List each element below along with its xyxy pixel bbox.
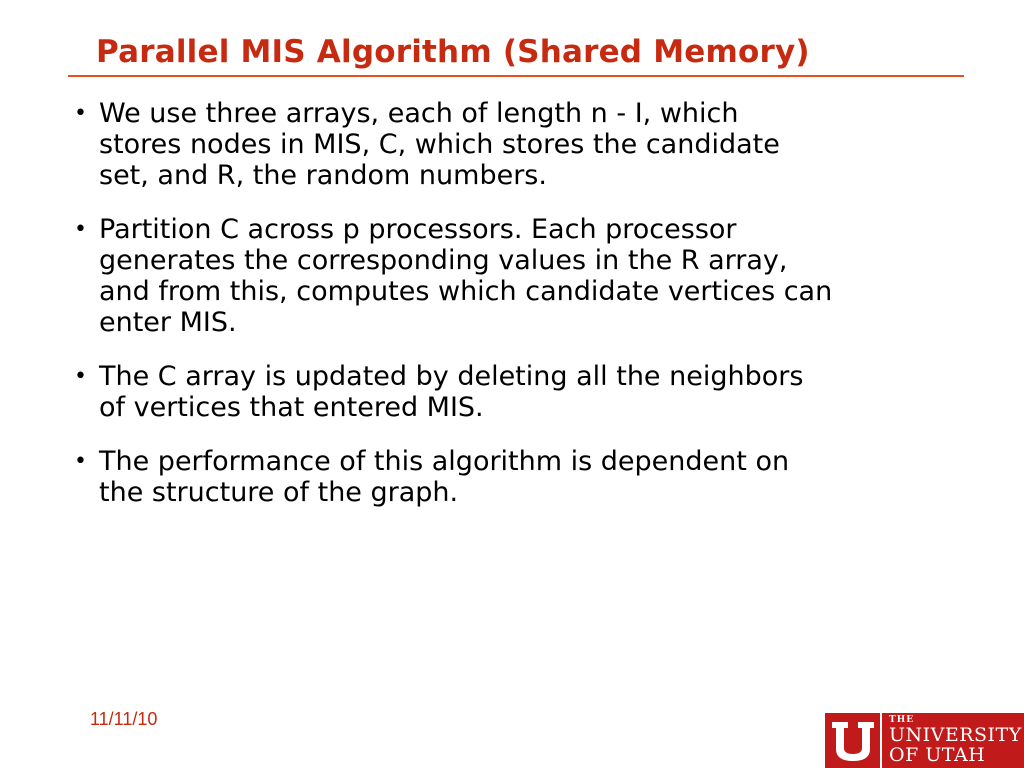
bullet-line: The performance of this algorithm is dependent on (99, 446, 790, 477)
bullet-line: the structure of the graph. (99, 477, 459, 508)
bullet-item (74, 98, 974, 191)
slide-title: Parallel MIS Algorithm (Shared Memory) (96, 34, 810, 70)
logo-the: THE (889, 715, 915, 725)
bullet-dot-icon: • (74, 364, 87, 389)
bullet-line: of vertices that entered MIS. (99, 392, 484, 423)
bullet-line: stores nodes in MIS, C, which stores the candidate (99, 129, 780, 160)
bullet-dot-icon: • (74, 449, 87, 474)
bullet-line: enter MIS. (99, 307, 237, 338)
bullet-line: Partition C across p processors. Each processor (99, 214, 737, 245)
bullet-dot-icon: • (74, 217, 87, 242)
bullet-dot-icon: • (74, 101, 87, 126)
logo-wordmark (882, 713, 1024, 768)
bullet-item (74, 214, 974, 338)
block-u-glyph (830, 718, 876, 764)
logo-university: UNIVERSITY (889, 724, 1022, 746)
bullet-line: and from this, computes which candidate vertices can (99, 276, 833, 307)
title-underline (68, 75, 964, 77)
footer-date: 11/11/10 (90, 709, 158, 729)
block-u-icon (825, 713, 882, 768)
logo-of-utah: OF UTAH (889, 744, 986, 766)
bullet-line: The C array is updated by deleting all the neighbors (99, 361, 804, 392)
bullet-list (74, 98, 974, 531)
bullet-line: generates the corresponding values in the R array, (99, 245, 788, 276)
bullet-item (74, 446, 974, 508)
bullet-line: set, and R, the random numbers. (99, 160, 547, 191)
bullet-line: We use three arrays, each of length n - I, which (99, 98, 739, 129)
university-logo (825, 713, 1024, 768)
bullet-item (74, 361, 974, 423)
